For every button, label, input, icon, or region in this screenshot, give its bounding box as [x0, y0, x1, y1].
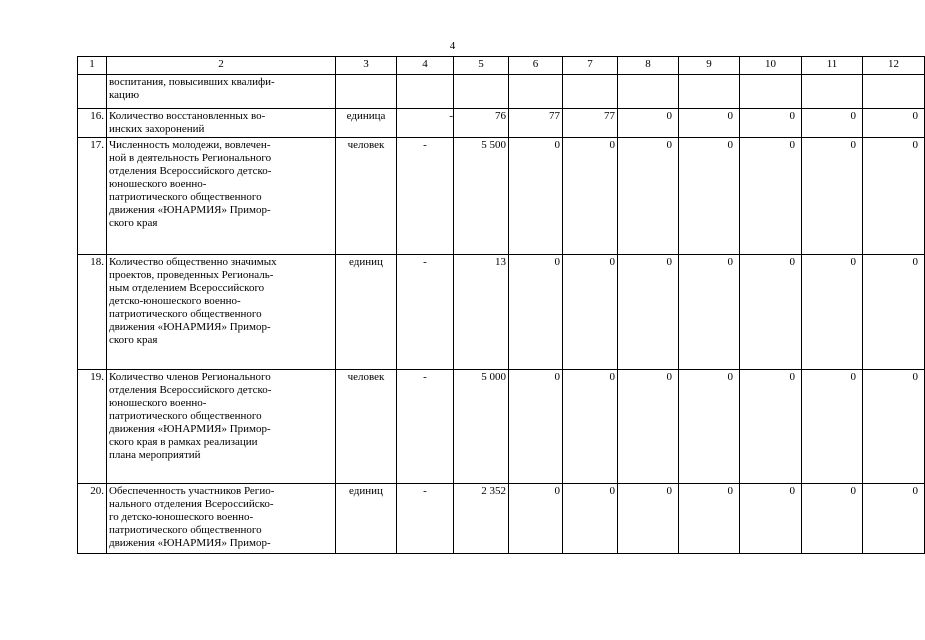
value-cell: 0 — [740, 484, 802, 554]
value-cell: 0 — [679, 138, 740, 255]
value-cell: 0 — [679, 484, 740, 554]
description-line: отделения Всероссийского детско- — [109, 165, 272, 177]
value-cell: 77 — [509, 109, 563, 138]
description-line: инских захоронений — [109, 123, 205, 135]
col-header: 5 — [454, 57, 509, 75]
value-cell: 13 — [454, 255, 509, 370]
value-cell — [397, 75, 454, 109]
value-cell: 0 — [618, 255, 679, 370]
value-cell: 0 — [509, 484, 563, 554]
unit-cell: человек — [336, 370, 397, 484]
description-line: кацию — [109, 89, 140, 101]
value-cell: 0 — [618, 138, 679, 255]
value-cell — [563, 75, 618, 109]
description-line: ского края в рамках реализации — [109, 436, 258, 448]
row-description — [107, 255, 336, 370]
value-cell: 0 — [863, 484, 925, 554]
value-cell: 0 — [679, 109, 740, 138]
value-cell: 0 — [509, 255, 563, 370]
description-line: патриотического общественного — [109, 191, 262, 203]
value-cell: - — [397, 138, 454, 255]
description-line: Количество членов Регионального — [109, 371, 271, 383]
value-cell: 0 — [563, 138, 618, 255]
description-line: плана мероприятий — [109, 449, 201, 461]
row-number: 20. — [78, 484, 107, 554]
value-cell: 0 — [802, 484, 863, 554]
description-line: юношеского военно- — [109, 178, 207, 190]
description-line: ского края — [109, 334, 158, 346]
col-header: 9 — [679, 57, 740, 75]
description-line: отделения Всероссийского детско- — [109, 384, 272, 396]
value-cell: 0 — [802, 255, 863, 370]
row-description — [107, 484, 336, 554]
value-cell: 0 — [740, 370, 802, 484]
row-description — [107, 109, 336, 138]
value-cell — [454, 75, 509, 109]
description-line: воспитания, повысивших квалифи- — [109, 76, 275, 88]
description-line: движения «ЮНАРМИЯ» Примор- — [109, 537, 271, 549]
value-cell: 77 — [563, 109, 618, 138]
table-row — [78, 255, 925, 370]
col-header: 8 — [618, 57, 679, 75]
value-cell: 0 — [509, 370, 563, 484]
description-line: Обеспеченность участников Регио- — [109, 485, 275, 497]
value-cell: 0 — [509, 138, 563, 255]
value-cell: 5 000 — [454, 370, 509, 484]
row-number: 18. — [78, 255, 107, 370]
description-line: нального отделения Всероссийско- — [109, 498, 274, 510]
description-line: ского края — [109, 217, 158, 229]
value-cell: 0 — [618, 370, 679, 484]
value-cell: 0 — [802, 109, 863, 138]
col-header: 1 — [78, 57, 107, 75]
col-header: 7 — [563, 57, 618, 75]
value-cell: 0 — [863, 255, 925, 370]
indicators-table — [77, 56, 925, 554]
col-header: 3 — [336, 57, 397, 75]
col-header: 11 — [802, 57, 863, 75]
value-cell: - — [397, 109, 454, 138]
value-cell: 0 — [802, 138, 863, 255]
value-cell: 0 — [679, 255, 740, 370]
row-number: 17. — [78, 138, 107, 255]
value-cell — [740, 75, 802, 109]
description-line: движения «ЮНАРМИЯ» Примор- — [109, 321, 271, 333]
row-description — [107, 75, 336, 109]
value-cell: - — [397, 370, 454, 484]
col-header: 10 — [740, 57, 802, 75]
value-cell: 0 — [563, 370, 618, 484]
unit-cell: человек — [336, 138, 397, 255]
value-cell: 5 500 — [454, 138, 509, 255]
table-row — [78, 484, 925, 554]
value-cell — [863, 75, 925, 109]
col-header: 6 — [509, 57, 563, 75]
description-line: патриотического общественного — [109, 524, 262, 536]
value-cell — [802, 75, 863, 109]
value-cell: 0 — [740, 255, 802, 370]
header-row — [78, 57, 925, 75]
col-header: 2 — [107, 57, 336, 75]
value-cell: 0 — [563, 484, 618, 554]
description-line: го детско-юношеского военно- — [109, 511, 254, 523]
value-cell: 0 — [863, 109, 925, 138]
table-row — [78, 138, 925, 255]
table-row — [78, 370, 925, 484]
row-description — [107, 370, 336, 484]
description-line: патриотического общественного — [109, 410, 262, 422]
description-line: ным отделением Всероссийского — [109, 282, 265, 294]
value-cell: - — [397, 255, 454, 370]
value-cell: 0 — [563, 255, 618, 370]
value-cell: 0 — [802, 370, 863, 484]
value-cell: - — [397, 484, 454, 554]
value-cell — [679, 75, 740, 109]
value-cell: 0 — [740, 109, 802, 138]
description-line: юношеского военно- — [109, 397, 207, 409]
value-cell: 0 — [863, 138, 925, 255]
row-description — [107, 138, 336, 255]
value-cell: 0 — [740, 138, 802, 255]
description-line: движения «ЮНАРМИЯ» Примор- — [109, 204, 271, 216]
description-line: движения «ЮНАРМИЯ» Примор- — [109, 423, 271, 435]
description-line: патриотического общественного — [109, 308, 262, 320]
table-row — [78, 109, 925, 138]
description-line: Количество общественно значимых — [109, 256, 277, 268]
row-number-cell — [78, 75, 107, 109]
unit-cell: единиц — [336, 255, 397, 370]
table-row-continuation — [78, 75, 925, 109]
description-line: Количество восстановленных во- — [109, 110, 266, 122]
unit-cell: единиц — [336, 484, 397, 554]
value-cell: 0 — [679, 370, 740, 484]
col-header: 12 — [863, 57, 925, 75]
col-header: 4 — [397, 57, 454, 75]
unit-cell: единица — [336, 109, 397, 138]
description-line: проектов, проведенных Региональ- — [109, 269, 274, 281]
value-cell — [509, 75, 563, 109]
description-line: ной в деятельность Регионального — [109, 152, 272, 164]
description-line: Численность молодежи, вовлечен- — [109, 139, 271, 151]
unit-cell — [336, 75, 397, 109]
page-number: 4 — [449, 40, 456, 52]
row-number: 19. — [78, 370, 107, 484]
value-cell: 2 352 — [454, 484, 509, 554]
value-cell — [618, 75, 679, 109]
value-cell: 0 — [863, 370, 925, 484]
row-number: 16. — [78, 109, 107, 138]
value-cell: 76 — [454, 109, 509, 138]
value-cell: 0 — [618, 484, 679, 554]
description-line: детско-юношеского военно- — [109, 295, 241, 307]
value-cell: 0 — [618, 109, 679, 138]
